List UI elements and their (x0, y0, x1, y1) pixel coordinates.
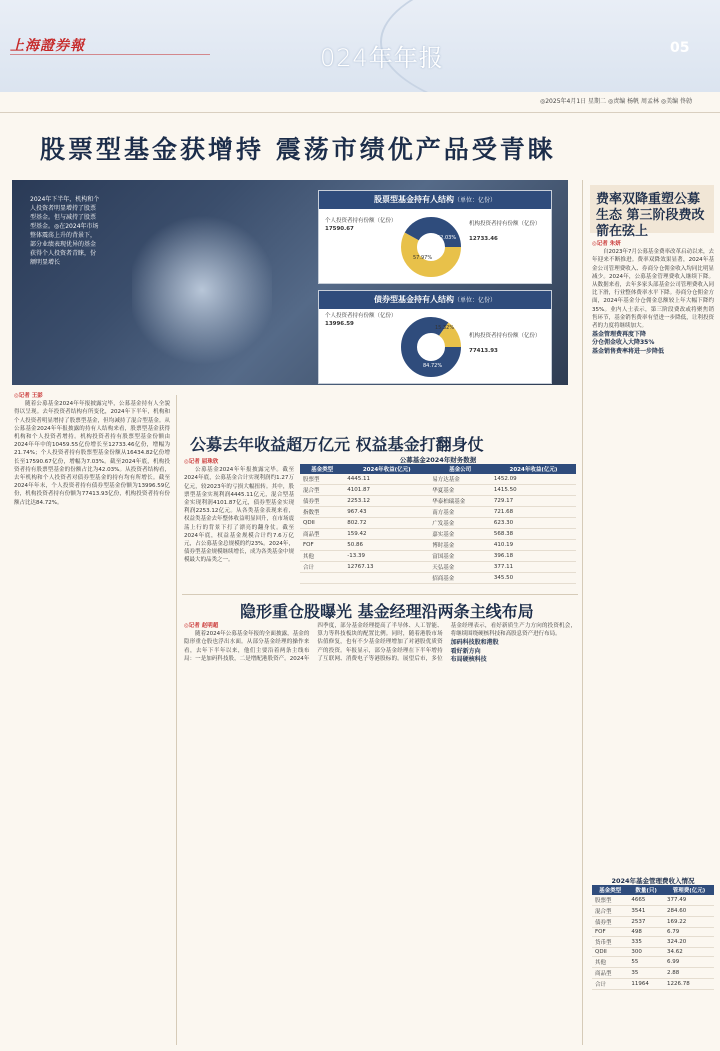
profit-row-cell: 博时基金 (429, 540, 491, 551)
fee-row-cell: 货币型 (592, 937, 628, 948)
chart1-donut (399, 215, 463, 279)
article3-body: 随着2024年公募基金年报的全面披露，基金的隐形重仓股也浮出水面。从部分基金经理的操作来看，去年下半年以来，他们主要沿着两条主线布局：一是加码科技股，二是增配港股资产。2024年四季度，部分基金经理提高了半导体、人工智能、算力等科技板块的配置比例。同时，随着港股市场估值修复，也有不少基金经理增加了对港股优质资产的投资。年报显示，部分基金经理在下半年增持了互联网、消费电子等港股标的。展望后市，多位基金经理表示，看好新质生产力方向的投资机会，将继续围绕硬核科技和高股息资产进行布局。 (184, 623, 576, 662)
article3 (184, 622, 576, 1044)
article1 (14, 392, 170, 1044)
profit-row-cell: 富国基金 (429, 551, 491, 562)
profit-row-cell: 396.18 (491, 551, 576, 562)
chart1-label-individual: 个人投资者持有份额（亿份） (325, 218, 397, 224)
profit-header: 2024年收益(亿元) (491, 464, 576, 474)
fee-row-cell: 335 (628, 937, 664, 948)
fee-row-cell: 3541 (628, 906, 664, 917)
profit-row-cell: 623.30 (491, 518, 576, 529)
profit-row (300, 540, 576, 551)
article3-section: 加码科技股和港股 (450, 639, 499, 647)
sidebar-byline: ◎记者 朱妍 (592, 241, 621, 247)
profit-row-cell: QDII (300, 518, 344, 529)
profit-row (300, 551, 576, 562)
sidebar-section: 分仓佣金收入大降35% (592, 339, 655, 347)
dateline: ◎2025年4月1日 星期二 ◎责编 杨帆 周孟林 ◎美编 佟勍 (540, 98, 693, 105)
profit-row-cell (300, 573, 344, 584)
profit-row-cell (344, 573, 429, 584)
fee-row-cell: FOF (592, 928, 628, 937)
profit-row (300, 507, 576, 518)
main-headline: 股票型基金获增持 震荡市绩优产品受青睐 (40, 135, 556, 164)
profit-row-cell: 159.42 (344, 529, 429, 540)
profit-header: 2024年收益(亿元) (344, 464, 429, 474)
fee-row-cell: 377.49 (664, 895, 714, 906)
profit-row-cell: 天弘基金 (429, 562, 491, 573)
photo-caption: 2024年下半年，机构和个人投资者明显增持了股票型基金。但与减持了股票型基金。◎在2024年市场整体震荡上升的背景下，部分业绩表现优异的基金获得个人投资者青睐，份额明显增长 (30, 196, 100, 266)
article2-body: 公募基金2024年年报披露完毕。截至2024年底，公募基金合计实现利润约1.27万亿元，较2023年的亏损大幅扭转。其中，股票型基金实现利润4445.11亿元，混合型基金实现利润4101.87亿元，债券型基金实现利润2253.12亿元。从各类基金表现来看，权益类基金去年整体收益明显回升，在市场震荡上行的背景下打了漂亮的翻身仗。截至2024年底，权益基金规模合计约7.6万亿元，占公募基金总规模的约23%。2024年，债券型基金规模继续增长，成为各类基金中规模最大的品类之一。 (184, 467, 294, 564)
fee-row-cell: 284.60 (664, 906, 714, 917)
bond-fund-holder-chart (318, 290, 552, 384)
profit-table-block (300, 455, 576, 584)
profit-header: 基金类型 (300, 464, 344, 474)
article1-body: 随着公募基金2024年年报披露完毕，公募基金持有人全貌得以呈现。去年投资者结构有所变化，2024年下半年，机构和个人投资者明显增持了股票型基金，但均减持了混合型基金。从公募基金2024年年报披露的持有人结构来看，股票型基金获得机构和个人投资者增持。机构投资者持有股票型基金份额由2024年年中的10459.55亿份增长至12733.46亿份，增幅为21.74%；个人投资者持有股票型基金份额从16434.82亿份增长至17590.67亿份，增幅为7.03%。截至2024年底，机构投资者持有股票型基金的份额占比为42.03%。从投资者结构看，去年机构和个人投资者对债券型基金的持有均有所增长。截至2024年年末，个人投资者持有债券型基金份额为13996.59亿份，机构投资者持有份额为77413.93亿份，机构投资者持有份额占比达84.72%。 (14, 401, 170, 506)
profit-row-cell: -13.39 (344, 551, 429, 562)
chart2-pct-individual: 15.32% (435, 325, 455, 331)
fee-row (592, 917, 714, 928)
sidebar-headline: 费率双降重塑公募生态 第三阶段费改箭在弦上 (596, 192, 705, 239)
profit-row-cell: 377.11 (491, 562, 576, 573)
profit-row-cell: 345.50 (491, 573, 576, 584)
fee-row-cell: 债券型 (592, 917, 628, 928)
profit-row-cell: 债券型 (300, 496, 344, 507)
profit-row-cell: 4445.11 (344, 474, 429, 485)
article2-byline: ◎记者 屈珠欣 (184, 459, 219, 465)
profit-row-cell: 华泰柏瑞基金 (429, 496, 491, 507)
article1-byline: ◎记者 王彭 (14, 393, 43, 399)
fee-row (592, 906, 714, 917)
sidebar-body: 自2023年7月公募基金费率改革启动以来，去年迎来不断推进。费率双降效果显著，2024年基金公司管理费收入、券商分仓佣金收入均同比明显减少。2024年，公募基金管理费收入继续下降。从数据来看，去年多家头部基金公司管理费收入同比下滑，行业整体费率水平下降。券商分仓佣金方面，2024年基金分仓佣金总额较上年大幅下降约35%。业内人士表示，第三阶段费改或将聚焦销售环节，基金销售费率有望进一步降低，让利投资者的力度将继续加大。 (592, 249, 714, 330)
photo-glow (132, 210, 272, 370)
chart2-label-institution: 机构投资者持有份额（亿份） (469, 333, 541, 339)
chart1-title: 股票型基金持有人结构（单位：亿份） (319, 191, 551, 209)
fee-row-cell: 股票型 (592, 895, 628, 906)
fee-row-cell: 324.20 (664, 937, 714, 948)
chart2-value-individual: 13996.59 (325, 321, 354, 327)
fee-row (592, 979, 714, 990)
profit-row-cell: 410.19 (491, 540, 576, 551)
profit-table (300, 464, 576, 584)
page-number: 05 (670, 40, 690, 56)
profit-row-cell: 股票型 (300, 474, 344, 485)
fee-row-cell: 1226.78 (664, 979, 714, 990)
profit-row (300, 518, 576, 529)
profit-row (300, 529, 576, 540)
fee-row-cell: 498 (628, 928, 664, 937)
profit-row-cell: 华夏基金 (429, 485, 491, 496)
fee-row-cell: 合计 (592, 979, 628, 990)
profit-row-cell: 2253.12 (344, 496, 429, 507)
fee-header: 基金类型 (592, 885, 628, 895)
profit-row (300, 496, 576, 507)
sidebar-article (592, 240, 714, 865)
profit-row (300, 474, 576, 485)
profit-table-title: 公募基金2024年财务数据 (399, 456, 477, 464)
article3-byline: ◎记者 赵明超 (184, 623, 219, 629)
profit-row-cell: 729.17 (491, 496, 576, 507)
profit-row-cell: 南方基金 (429, 507, 491, 518)
stock-fund-holder-chart (318, 190, 552, 284)
chart2-label-individual: 个人投资者持有份额（亿份） (325, 313, 397, 319)
fee-row (592, 895, 714, 906)
chart2-donut (399, 315, 463, 379)
column-divider (176, 395, 177, 1045)
profit-row-cell: 1415.50 (491, 485, 576, 496)
profit-row-cell: 易方达基金 (429, 474, 491, 485)
chart1-pct-institution: 42.03% (437, 235, 457, 241)
profit-row-cell: 1452.09 (491, 474, 576, 485)
fee-row (592, 928, 714, 937)
article2-col1 (184, 458, 294, 588)
fee-row-cell: 2.88 (664, 968, 714, 979)
fee-row-cell: 34.62 (664, 948, 714, 957)
fee-row-cell: 商品型 (592, 968, 628, 979)
fee-table-block (592, 876, 714, 990)
profit-row-cell: 967.43 (344, 507, 429, 518)
profit-row-cell: 50.86 (344, 540, 429, 551)
sidebar-section: 基金销售费率将进一步降低 (592, 347, 665, 355)
fee-table-title: 2024年基金管理费收入情况 (611, 877, 695, 885)
profit-row-cell: 混合型 (300, 485, 344, 496)
profit-row-cell: 广发基金 (429, 518, 491, 529)
chart1-value-institution: 12733.46 (469, 236, 498, 242)
fee-row-cell: 11964 (628, 979, 664, 990)
profit-row-cell: 其他 (300, 551, 344, 562)
newspaper-brand: 上海證券報 (10, 38, 85, 54)
fee-row (592, 948, 714, 957)
fee-row-cell: 混合型 (592, 906, 628, 917)
fee-row-cell: 4665 (628, 895, 664, 906)
chart1-label-institution: 机构投资者持有份额（亿份） (469, 221, 541, 227)
profit-row-cell: 721.68 (491, 507, 576, 518)
fee-row-cell: QDII (592, 948, 628, 957)
fee-row (592, 968, 714, 979)
profit-row-cell: FOF (300, 540, 344, 551)
fee-row-cell: 55 (628, 957, 664, 968)
sidebar-section: 基金管理费再度下降 (592, 331, 647, 339)
profit-row-cell: 12767.13 (344, 562, 429, 573)
sidebar-divider (582, 180, 583, 1045)
section-divider (182, 594, 578, 595)
fee-row-cell: 6.79 (664, 928, 714, 937)
article2-headline: 公募去年收益超万亿元 权益基金打翻身仗 (190, 435, 484, 454)
chart2-pct-institution: 84.72% (423, 363, 443, 369)
profit-header: 基金公司 (429, 464, 491, 474)
fee-table (592, 885, 714, 990)
profit-row (300, 573, 576, 584)
fee-row-cell: 300 (628, 948, 664, 957)
article3-section: 看好新方向 (450, 647, 481, 655)
fee-row-cell: 2537 (628, 917, 664, 928)
fee-header: 管理费(亿元) (664, 885, 714, 895)
profit-row-cell: 嘉实基金 (429, 529, 491, 540)
fee-header: 数量(只) (628, 885, 664, 895)
section-year-title: 024年年报 (320, 44, 444, 72)
profit-row (300, 562, 576, 573)
chart2-title: 债券型基金持有人结构（单位：亿份） (319, 291, 551, 309)
fee-row (592, 957, 714, 968)
profit-row-cell: 568.38 (491, 529, 576, 540)
profit-row-cell: 合计 (300, 562, 344, 573)
fee-row-cell: 169.22 (664, 917, 714, 928)
article3-headline: 隐形重仓股曝光 基金经理沿两条主线布局 (240, 602, 534, 621)
article3-section: 布局硬核科技 (450, 655, 487, 663)
profit-row-cell: 802.72 (344, 518, 429, 529)
fee-row-cell: 其他 (592, 957, 628, 968)
chart1-pct-individual: 57.97% (413, 255, 433, 261)
fee-row-cell: 35 (628, 968, 664, 979)
profit-row-cell: 招商基金 (429, 573, 491, 584)
profit-row-cell: 4101.87 (344, 485, 429, 496)
profit-row-cell: 指数型 (300, 507, 344, 518)
brand-underline (10, 54, 210, 55)
profit-row-cell: 商品型 (300, 529, 344, 540)
profit-row (300, 485, 576, 496)
fee-row-cell: 6.99 (664, 957, 714, 968)
chart1-value-individual: 17590.67 (325, 226, 354, 232)
fee-row (592, 937, 714, 948)
chart2-value-institution: 77413.93 (469, 348, 498, 354)
